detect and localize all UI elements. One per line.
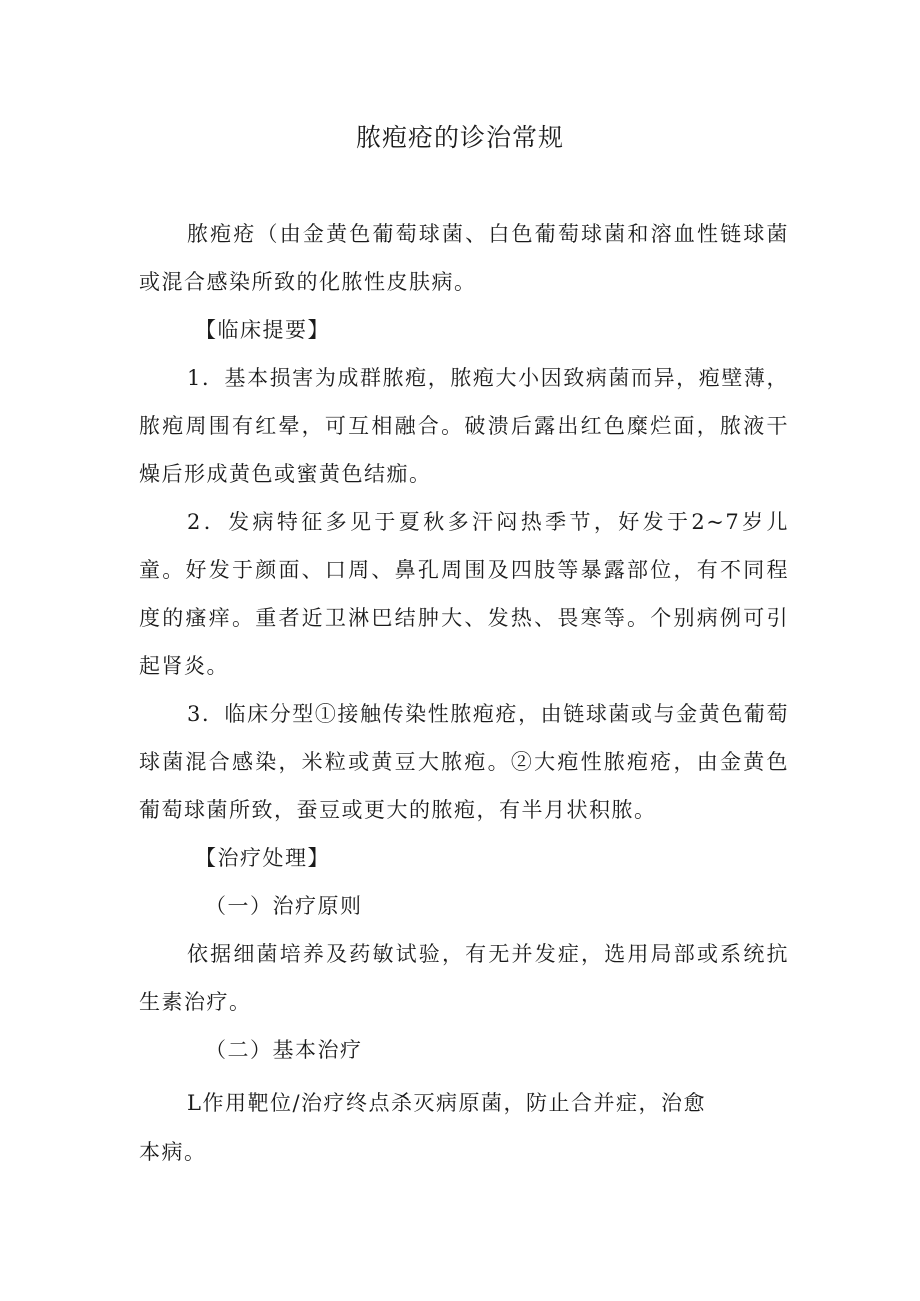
paragraph-clinical-1: 1．基本损害为成群脓疱，脓疱大小因致病菌而异，疱壁薄，脓疱周围有红晕，可互相融合。破溃后露出红色糜烂面，脓液干燥后形成黄色或蜜黄色结痂。 [139,366,789,486]
paragraph-clinical-2: 2．发病特征多见于夏秋多汗闷热季节，好发于2~7岁儿童。好发于颜面、口周、鼻孔周围及四肢等暴露部位，有不同程度的瘙痒。重者近卫淋巴结肿大、发热、畏寒等。个别病例可引起肾炎。 [139,510,789,678]
heading-principle: （一）治疗原则 [205,894,363,918]
heading-clinical: 【临床提要】 [195,318,330,342]
paragraph-basic-line1: L作用靶位/治疗终点杀灭病原菌，防止合并症，治愈 [187,1091,707,1115]
paragraph-clinical-3: 3．临床分型①接触传染性脓疱疮，由链球菌或与金黄色葡萄球菌混合感染，米粒或黄豆大脓疱。②大疱性脓疱疮，由金黄色葡萄球菌所致，蚕豆或更大的脓疱，有半月状积脓。 [139,702,789,822]
paragraph-basic-line2: 本病。 [139,1140,207,1164]
document-title: 脓疱疮的诊治常规 [355,123,564,152]
heading-basic: （二）基本治疗 [205,1038,363,1062]
paragraph-intro: 脓疱疮（由金黄色葡萄球菌、白色葡萄球菌和溶血性链球菌或混合感染所致的化脓性皮肤病。 [139,222,789,294]
paragraph-principle: 依据细菌培养及药敏试验，有无并发症，选用局部或系统抗生素治疗。 [139,942,789,1014]
document-body [139,210,789,1172]
heading-treatment: 【治疗处理】 [195,846,330,870]
